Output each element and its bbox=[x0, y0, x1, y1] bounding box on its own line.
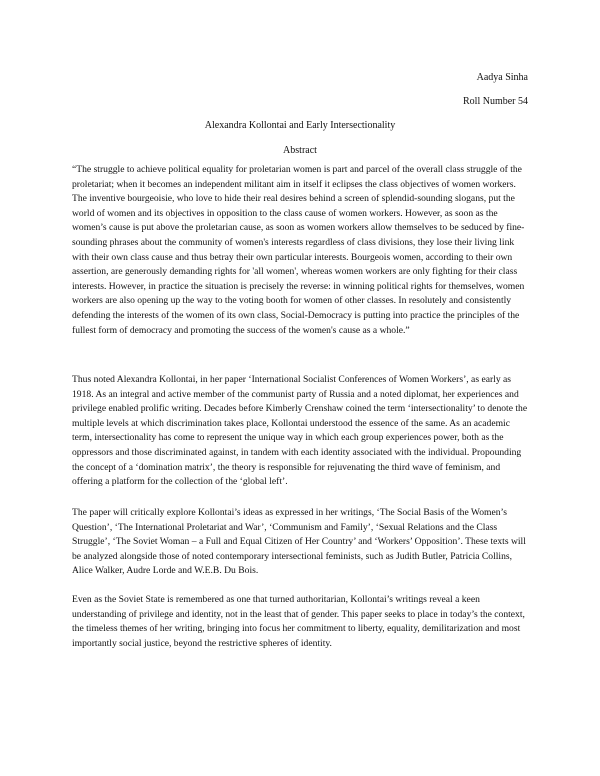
author-name: Aadya Sinha bbox=[476, 72, 528, 83]
body-paragraph-scope: The paper will critically explore Kollontai’s ideas as expressed in her writings, ‘The Social Basis of the Women’s Question’, ‘The International Proletariat and War’, ‘Communism and Family’, ‘Sexual Relations and the Class Struggle’, ‘The Soviet Woman – a Full and Equal Citizen of Her Country’ and ‘Workers’ Opposition’. These texts will be analyzed alongside those of noted contemporary intersectional feminists, such as Judith Butler, Patricia Collins, Alice Walker, Audre Lorde and W.E.B. Du Bois. bbox=[72, 507, 526, 577]
quote-paragraph: “The struggle to achieve political equality for proletarian women is part and parcel of the overall class struggle of the proletariat; when it becomes an independent militant aim in itself it eclipses the class objectives of women workers. The inventive bourgeoisie, who love to hide their real desires behind a screen of splendid-sounding slogans, put the world of women and its objectives in opposition to the class cause of women workers. However, as soon as the women’s cause is put above the proletarian cause, as soon as women workers allow themselves to be seduced by fine-sounding phrases about the community of women's interests regardless of class divisions, they lose their living link with their own class cause and thus betray their own particular interests. Bourgeois women, according to their own assertion, are generously demanding rights for 'all women', whereas women workers are only fighting for their class interests. However, in practice the situation is precisely the reverse: in winning political rights for themselves, women workers are also opening up the way to the voting booth for women of other classes. In resolutely and consistently defending the interests of the women of its own class, Social-Democracy is putting into practice the principles of the fullest form of democracy and promoting the success of the women's cause as a whole.” bbox=[72, 164, 525, 336]
paper-title: Alexandra Kollontai and Early Intersectionality bbox=[204, 120, 396, 131]
body-paragraph-intro: Thus noted Alexandra Kollontai, in her paper ‘International Socialist Conferences of Women Workers’, as early as 1918. As an integral and active member of the communist party of Russia and a noted diplomat, her experiences and privilege enabled prolific writing. Decades before Kimberly Crenshaw coined the term ‘intersectionality’ to denote the multiple levels at which discrimination takes place, Kollontai understood the essence of the same. As an academic term, intersectionality has come to represent the unique way in which each group experiences power, both as the oppressors and those discriminated against, in tandem with each identity associated with the individual. Propounding the concept of a ‘domination matrix’, the theory is responsible for rejuvenating the third wave of feminism, and offering a platform for the collection of the ‘global left’. bbox=[72, 374, 528, 488]
roll-number: Roll Number 54 bbox=[463, 96, 528, 107]
abstract-heading: Abstract bbox=[283, 145, 317, 156]
body-paragraph-conclusion: Even as the Soviet State is remembered as one that turned authoritarian, Kollontai’s writings reveal a keen understanding of privilege and identity, not in the least that of gender. This paper seeks to place in today’s the context, the timeless themes of her writing, bringing into focus her commitment to liberty, equality, demilitarization and most importantly social justice, beyond the restrictive spheres of identity. bbox=[72, 594, 525, 649]
